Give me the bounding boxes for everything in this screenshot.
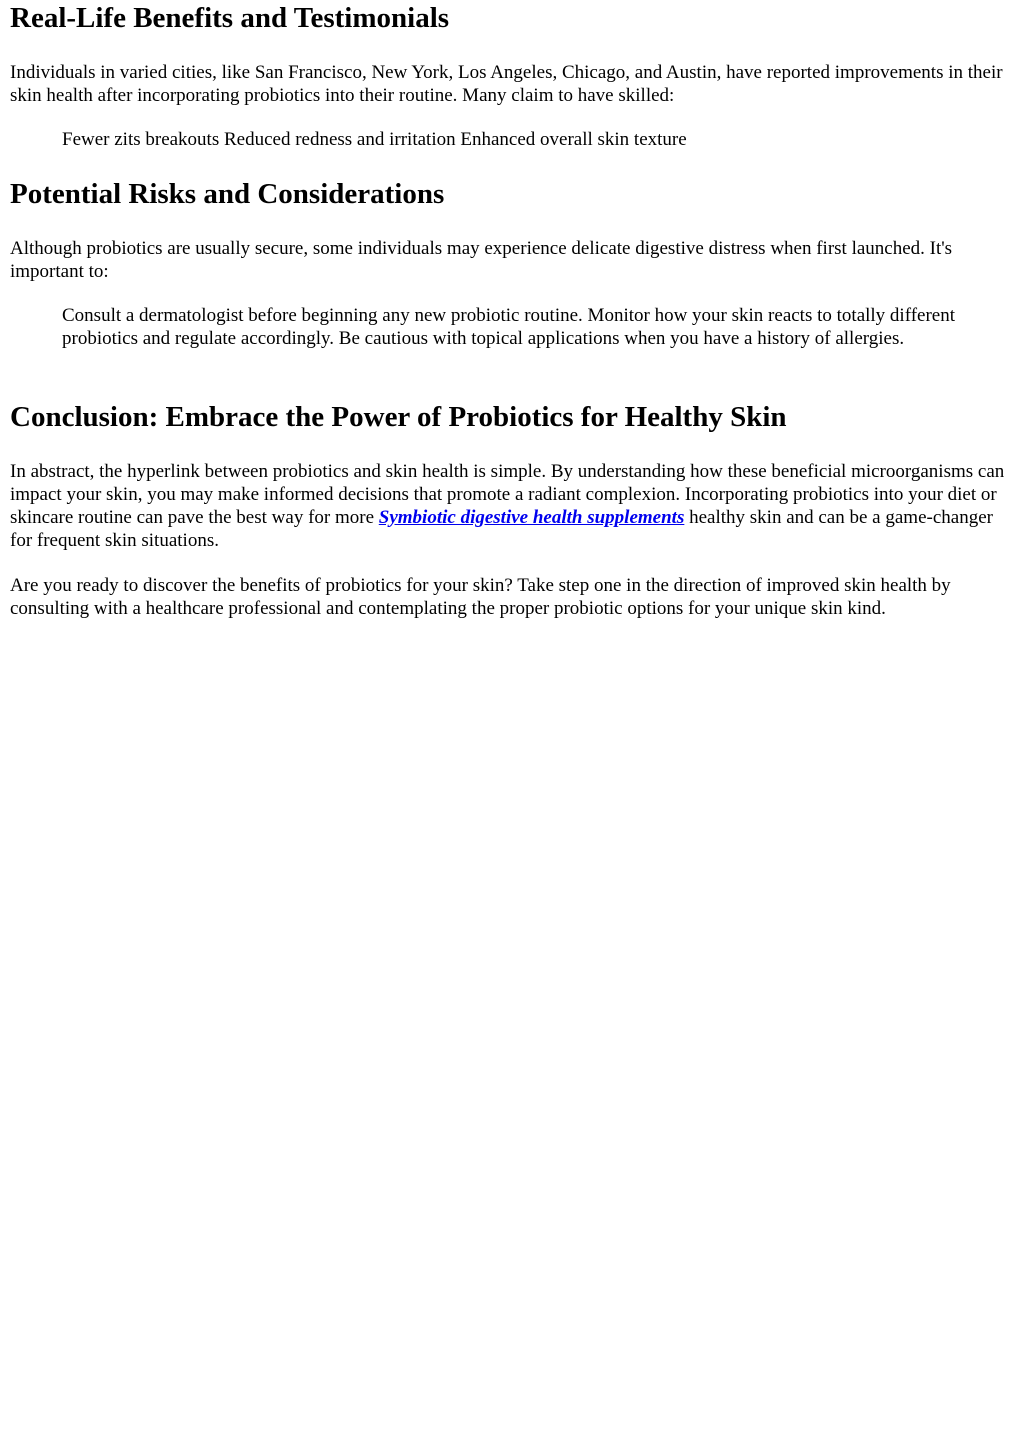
supplements-link[interactable]: Symbiotic digestive health supplements [378, 507, 685, 528]
benefits-heading: Real-Life Benefits and Testimonials [10, 2, 450, 34]
conclusion-heading: Conclusion: Embrace the Power of Probiotics for Healthy Skin [10, 401, 787, 433]
conclusion-paragraph [10, 460, 1010, 552]
risks-quote: Consult a dermatologist before beginning any new probiotic routine. Monitor how your skin reacts to totally different probiotics and regulate accordingly. Be cautious with topical applications when you have a history of allergies. [62, 305, 955, 349]
conclusion-text-before-link: In abstract, the hyperlink between probiotics and skin health is simple. By understanding how these beneficial microorganisms can impact your skin, you may make informed decisions that promote a radiant complexion. Incorporating probiotics into your diet or skincare routine can pave the best way for more [10, 461, 1005, 528]
conclusion-text-after-link: healthy skin and can be a game-changer for frequent skin situations. [10, 507, 993, 551]
benefits-quote: Fewer zits breakouts Reduced redness and irritation Enhanced overall skin texture [62, 129, 687, 150]
risks-heading: Potential Risks and Considerations [10, 178, 445, 210]
risks-paragraph: Although probiotics are usually secure, some individuals may experience delicate digestive distress when first launched. It's important to: [10, 238, 953, 282]
benefits-paragraph: Individuals in varied cities, like San Francisco, New York, Los Angeles, Chicago, and Austin, have reported improvements in their skin health after incorporating probiotics into their routine. Many claim to have skilled: [10, 62, 1003, 106]
closing-paragraph: Are you ready to discover the benefits of probiotics for your skin? Take step one in the direction of improved skin health by consulting with a healthcare professional and contemplating the proper probiotic options for your unique skin kind. [10, 575, 951, 619]
